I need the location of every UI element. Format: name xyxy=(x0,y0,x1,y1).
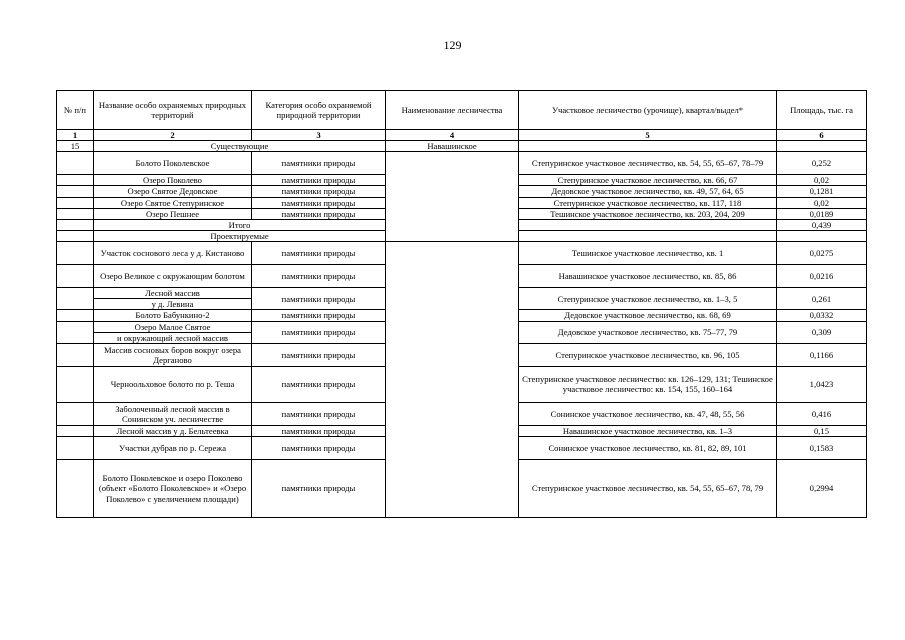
row-area: 0,02 xyxy=(777,175,867,186)
row-area: 0,252 xyxy=(777,152,867,175)
row-area: 0,261 xyxy=(777,288,867,310)
row-district: Тешинское участковое лесничество, кв. 1 xyxy=(519,242,777,265)
row-district: Дедовское участковое лесничество, кв. 75–77, 79 xyxy=(519,321,777,343)
row-name-line: Озеро Малое Святое xyxy=(94,321,252,332)
row-category: памятники природы xyxy=(252,366,386,402)
row-district: Степуринское участковое лесничество, кв. 96, 105 xyxy=(519,343,777,366)
row-area: 0,0332 xyxy=(777,310,867,321)
row-name-line: Лесной массив xyxy=(94,288,252,299)
row-district: Степуринское участковое лесничество, кв. 1–3, 5 xyxy=(519,288,777,310)
row-name: Лесной массив у д. Бельтеевка xyxy=(94,425,252,436)
row-name: Озеро Святое Дедовское xyxy=(94,186,252,197)
row-district: Сонинское участковое лесничество, кв. 81, 82, 89, 101 xyxy=(519,436,777,459)
row-name: Участок соснового леса у д. Кистаново xyxy=(94,242,252,265)
header-district: Участковое лесничество (урочище), квартал/выдел* xyxy=(519,91,777,130)
row-area: 0,1166 xyxy=(777,343,867,366)
row-category: памятники природы xyxy=(252,175,386,186)
section-label-planned: Проектируемые xyxy=(94,230,386,241)
column-number: 6 xyxy=(777,130,867,141)
column-number: 5 xyxy=(519,130,777,141)
row-district: Степуринское участковое лесничество, кв. 66, 67 xyxy=(519,175,777,186)
row-area: 0,1583 xyxy=(777,436,867,459)
row-district: Дедовское участковое лесничество, кв. 68, 69 xyxy=(519,310,777,321)
row-district: Навашинское участковое лесничество, кв. 85, 86 xyxy=(519,265,777,288)
forestry-name: Навашинское xyxy=(386,141,519,152)
row-category: памятники природы xyxy=(252,152,386,175)
column-number: 2 xyxy=(94,130,252,141)
forestry-cell xyxy=(386,242,519,518)
column-number: 1 xyxy=(57,130,94,141)
row-name-line: и окружающий лесной массив xyxy=(94,332,252,343)
row-district: Степуринское участковое лесничество, кв. 54, 55, 65–67, 78, 79 xyxy=(519,459,777,517)
header-area: Площадь, тыс. га xyxy=(777,91,867,130)
row-category: памятники природы xyxy=(252,186,386,197)
page-number: 129 xyxy=(443,38,462,52)
row-name: Участки дубрав по р. Сережа xyxy=(94,436,252,459)
row-district: Степуринское участковое лесничество, кв. 54, 55, 65–67, 78–79 xyxy=(519,152,777,175)
row-name: Озеро Пешнее xyxy=(94,208,252,219)
header-category: Категория особо охраняемой природной территории xyxy=(252,91,386,130)
group-number: 15 xyxy=(57,141,94,152)
forestry-cell xyxy=(386,152,519,242)
row-area: 0,0275 xyxy=(777,242,867,265)
row-category: памятники природы xyxy=(252,242,386,265)
row-name: Болото Поколевское xyxy=(94,152,252,175)
row-category: памятники природы xyxy=(252,288,386,310)
row-category: памятники природы xyxy=(252,343,386,366)
row-category: памятники природы xyxy=(252,436,386,459)
row-name: Заболоченный лесной массив в Сонинском уч. лесничестве xyxy=(94,402,252,425)
row-district: Степуринское участковое лесничество: кв. 126–129, 131; Тешинское участковое лесничество: кв. 154, 155, 160–164 xyxy=(519,366,777,402)
row-name: Озеро Святое Степуринское xyxy=(94,197,252,208)
row-category: памятники природы xyxy=(252,425,386,436)
row-area: 0,416 xyxy=(777,402,867,425)
column-number: 4 xyxy=(386,130,519,141)
total-label: Итого xyxy=(94,219,386,230)
header-name: Название особо охраняемых природных территорий xyxy=(94,91,252,130)
row-category: памятники природы xyxy=(252,265,386,288)
row-area: 0,02 xyxy=(777,197,867,208)
table-row xyxy=(57,242,867,265)
row-category: памятники природы xyxy=(252,197,386,208)
protected-areas-table xyxy=(56,90,867,518)
row-name: Болото Бабункино-2 xyxy=(94,310,252,321)
row-area: 0,2994 xyxy=(777,459,867,517)
row-name-line: у д. Левина xyxy=(94,299,252,310)
row-name: Черноольховое болото по р. Теша xyxy=(94,366,252,402)
row-area: 1,0423 xyxy=(777,366,867,402)
header-number: № п/п xyxy=(57,91,94,130)
section-row-existing xyxy=(57,141,867,152)
row-district: Навашинское участковое лесничество, кв. 1–3 xyxy=(519,425,777,436)
row-category: памятники природы xyxy=(252,402,386,425)
row-area: 0,309 xyxy=(777,321,867,343)
row-district: Степуринское участковое лесничество, кв. 117, 118 xyxy=(519,197,777,208)
row-category: памятники природы xyxy=(252,321,386,343)
row-name: Массив сосновых боров вокруг озера Дерганово xyxy=(94,343,252,366)
column-number: 3 xyxy=(252,130,386,141)
row-district: Сонинское участковое лесничество, кв. 47, 48, 55, 56 xyxy=(519,402,777,425)
row-district: Дедовское участковое лесничество, кв. 49, 57, 64, 65 xyxy=(519,186,777,197)
row-name: Озеро Поколево xyxy=(94,175,252,186)
row-area: 0,15 xyxy=(777,425,867,436)
row-name: Болото Поколевское и озеро Поколево (объект «Болото Поколевское» и «Озеро Поколево» с увеличением площади) xyxy=(94,459,252,517)
row-category: памятники природы xyxy=(252,459,386,517)
row-category: памятники природы xyxy=(252,208,386,219)
row-name: Озеро Великое с окружающим болотом xyxy=(94,265,252,288)
header-forestry: Наименование лесничества xyxy=(386,91,519,130)
row-area: 0,0189 xyxy=(777,208,867,219)
row-area: 0,0216 xyxy=(777,265,867,288)
row-district: Тешинское участковое лесничество, кв. 203, 204, 209 xyxy=(519,208,777,219)
row-area: 0,1281 xyxy=(777,186,867,197)
column-numbers-row xyxy=(57,130,867,141)
table-header-row xyxy=(57,91,867,130)
table-row xyxy=(57,152,867,175)
section-label-existing: Существующие xyxy=(94,141,386,152)
row-category: памятники природы xyxy=(252,310,386,321)
total-area: 0,439 xyxy=(777,219,867,230)
